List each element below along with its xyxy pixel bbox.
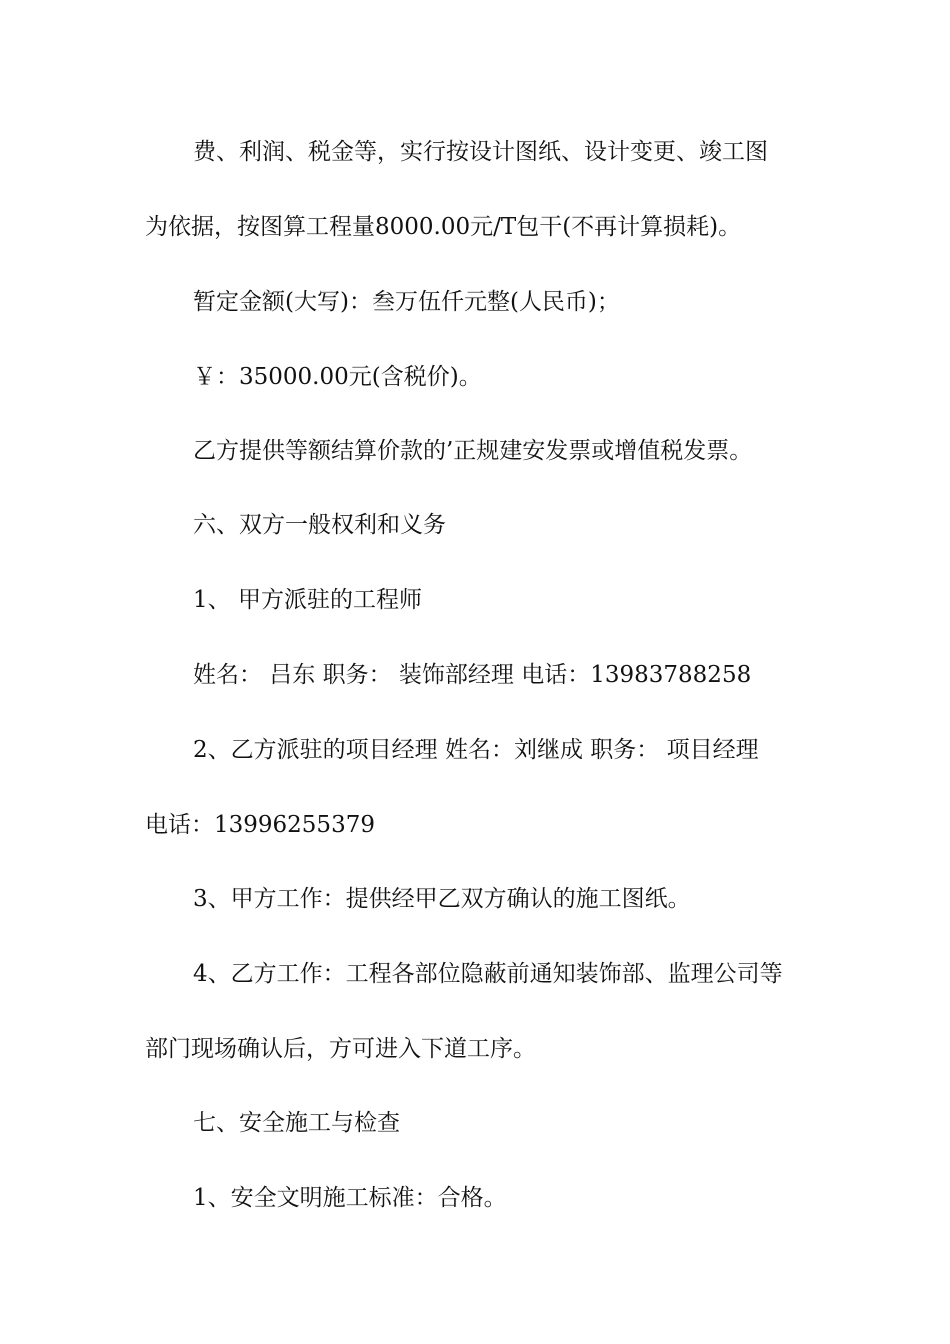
- paragraph-line: 3、甲方工作：提供经甲乙双方确认的施工图纸。: [193, 886, 691, 912]
- paragraph-line: 1、 甲方派驻的工程师: [193, 587, 422, 613]
- paragraph-line: 电话：13996255379: [145, 812, 375, 838]
- paragraph-line: 姓名： 吕东 职务： 装饰部经理 电话：13983788258: [193, 662, 752, 688]
- paragraph-line: ￥：35000.00元(含税价)。: [193, 364, 482, 390]
- paragraph-line: 4、乙方工作：工程各部位隐蔽前通知装饰部、监理公司等: [193, 961, 783, 987]
- paragraph-line: 乙方提供等额结算价款的’正规建安发票或增值税发票。: [193, 438, 753, 464]
- paragraph-line: 部门现场确认后，方可进入下道工序。: [145, 1036, 536, 1062]
- paragraph-line: 2、乙方派驻的项目经理 姓名：刘继成 职务： 项目经理: [193, 737, 759, 763]
- paragraph-line: 1、安全文明施工标准：合格。: [193, 1185, 507, 1211]
- paragraph-line: 暂定金额(大写)：叁万伍仟元整(人民币)；: [193, 289, 620, 315]
- paragraph-line: 费、利润、税金等，实行按设计图纸、设计变更、竣工图: [193, 139, 768, 165]
- section-heading: 七、安全施工与检查: [193, 1110, 400, 1136]
- section-heading: 六、双方一般权利和义务: [193, 512, 446, 538]
- paragraph-line: 为依据，按图算工程量8000.00元/T包干(不再计算损耗)。: [145, 214, 742, 240]
